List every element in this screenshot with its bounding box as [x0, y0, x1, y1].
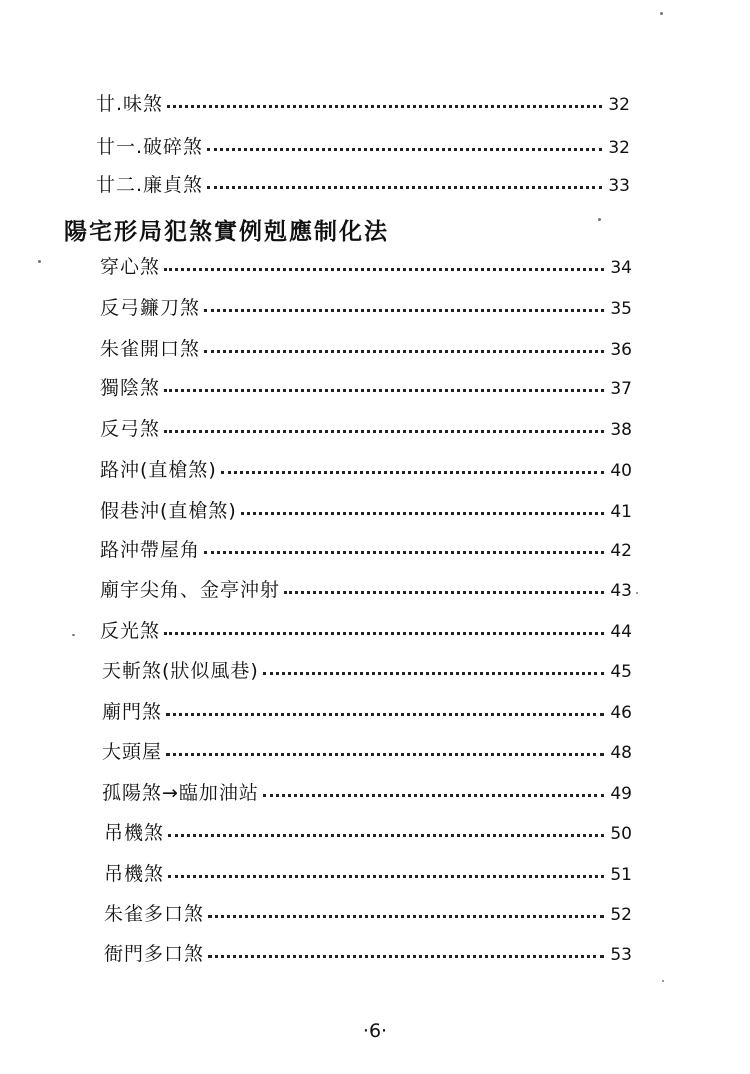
toc-entry-title: 廟門煞 [102, 701, 163, 723]
toc-entry-title: 穿心煞 [100, 256, 161, 278]
toc-entry-title: 朱雀多口煞 [104, 903, 205, 925]
toc-entry-title: 廟宇尖角、金亭沖射 [100, 579, 281, 601]
toc-entry[interactable] [100, 538, 632, 563]
dot-leader [284, 587, 604, 594]
dot-leader [166, 709, 604, 716]
dot-leader [164, 426, 604, 433]
toc-entry-page: 36 [610, 340, 632, 360]
toc-entry-title: 假巷沖(直槍煞) [100, 500, 237, 522]
toc-entry-title: 吊機煞 [104, 822, 165, 844]
toc-entry[interactable] [104, 862, 632, 887]
toc-entry-title: 廿.味煞 [96, 93, 164, 115]
toc-entry-page: 41 [610, 502, 632, 522]
page-number: ·6· [362, 1020, 388, 1042]
dot-leader [168, 871, 604, 878]
dot-leader [204, 305, 604, 312]
toc-entry-title: 大頭屋 [102, 741, 163, 763]
toc-entry[interactable] [100, 499, 632, 524]
toc-entry-page: 49 [610, 784, 632, 804]
dot-leader [168, 830, 604, 837]
scan-speck [636, 592, 638, 594]
toc-entry[interactable] [104, 942, 632, 967]
toc-entry[interactable] [102, 740, 632, 765]
toc-entry-title: 吊機煞 [104, 863, 165, 885]
toc-entry[interactable] [96, 135, 630, 160]
toc-entry-page: 32 [608, 95, 630, 115]
toc-entry[interactable] [96, 173, 630, 198]
toc-entry[interactable] [102, 659, 632, 684]
toc-entry-title: 孤陽煞→臨加油站 [102, 782, 259, 804]
toc-entry-title: 反弓鐮刀煞 [100, 297, 201, 319]
toc-entry-page: 38 [610, 420, 632, 440]
section-heading: 陽宅形局犯煞實例剋應制化法 [64, 219, 389, 245]
toc-entry[interactable] [100, 255, 632, 280]
toc-entry-title: 廿二.廉貞煞 [96, 174, 204, 196]
dot-leader [263, 668, 605, 675]
toc-entry-title: 獨陰煞 [100, 377, 161, 399]
dot-leader [208, 951, 604, 958]
dot-leader [204, 346, 604, 353]
toc-entry[interactable] [100, 296, 632, 321]
toc-entry[interactable] [102, 700, 632, 725]
toc-entry-title: 反弓煞 [100, 418, 161, 440]
toc-entry[interactable] [100, 337, 632, 362]
scan-speck [38, 260, 41, 263]
toc-entry-page: 34 [610, 258, 632, 278]
dot-leader [167, 101, 602, 108]
toc-entry-page: 40 [610, 461, 632, 481]
toc-entry-page: 44 [610, 622, 632, 642]
toc-entry[interactable] [96, 92, 630, 117]
toc-entry-title: 廿一.破碎煞 [96, 136, 204, 158]
toc-entry-page: 50 [610, 824, 632, 844]
toc-entry-title: 路沖(直槍煞) [100, 459, 217, 481]
toc-entry-page: 43 [610, 581, 632, 601]
dot-leader [204, 547, 604, 554]
scan-speck [660, 12, 663, 15]
toc-entry-page: 45 [610, 662, 632, 682]
toc-entry-page: 51 [610, 865, 632, 885]
toc-entry-page: 35 [610, 299, 632, 319]
dot-leader [263, 790, 604, 797]
toc-entry[interactable] [104, 902, 632, 927]
toc-entry[interactable] [100, 619, 632, 644]
dot-leader [208, 911, 604, 918]
toc-entry-title: 反光煞 [100, 620, 161, 642]
toc-entry-title: 路沖帶屋角 [100, 539, 201, 561]
scan-speck [72, 634, 75, 636]
toc-entry[interactable] [100, 578, 632, 603]
dot-leader [207, 182, 602, 189]
dot-leader [164, 385, 604, 392]
toc-entry-title: 衙門多口煞 [104, 943, 205, 965]
dot-leader [166, 749, 604, 756]
toc-entry-page: 53 [610, 945, 632, 965]
scan-speck [662, 980, 664, 982]
toc-entry-title: 朱雀開口煞 [100, 338, 201, 360]
dot-leader [164, 264, 604, 271]
toc-entry-page: 46 [610, 703, 632, 723]
toc-entry-title: 天斬煞(狀似風巷) [102, 660, 259, 682]
toc-entry-page: 42 [610, 541, 632, 561]
dot-leader [241, 508, 605, 515]
toc-entry-page: 48 [610, 743, 632, 763]
toc-entry[interactable] [100, 376, 632, 401]
scan-speck [598, 218, 601, 221]
dot-leader [164, 628, 604, 635]
toc-entry[interactable] [100, 417, 632, 442]
toc-entry-page: 33 [608, 176, 630, 196]
toc-entry-page: 32 [608, 138, 630, 158]
toc-entry[interactable] [102, 781, 632, 806]
toc-entry[interactable] [100, 458, 632, 483]
toc-entry-page: 37 [610, 379, 632, 399]
dot-leader [221, 467, 605, 474]
toc-entry[interactable] [104, 821, 632, 846]
toc-entry-page: 52 [610, 905, 632, 925]
dot-leader [207, 144, 602, 151]
